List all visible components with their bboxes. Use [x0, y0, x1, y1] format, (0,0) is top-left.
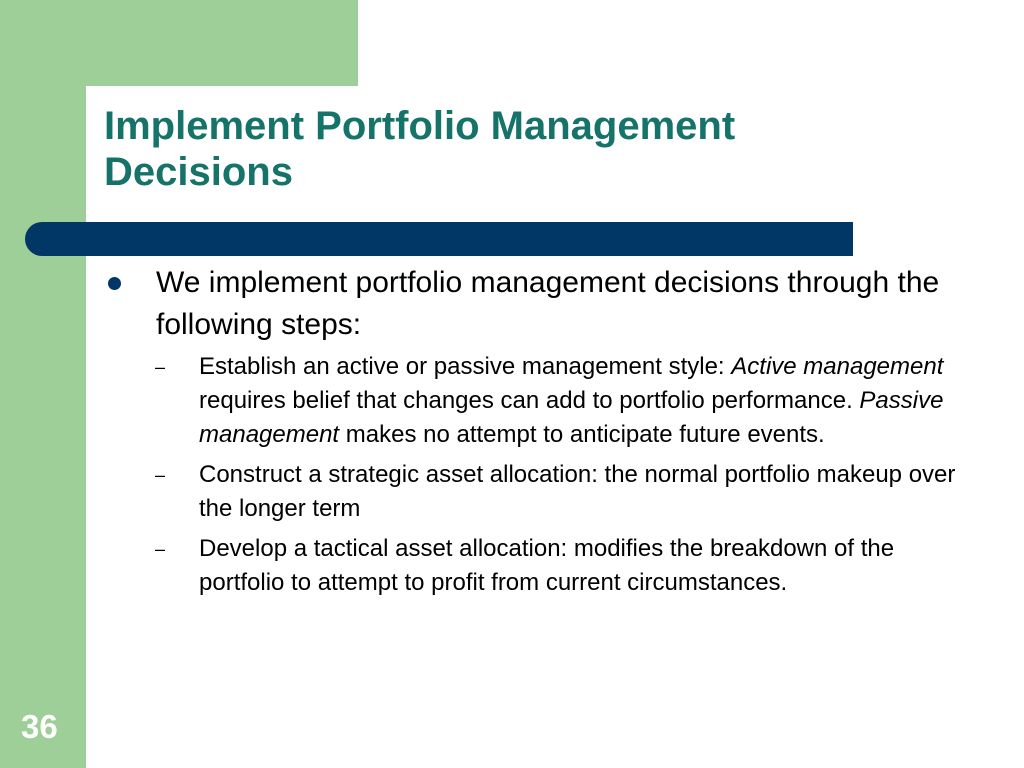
top-green-band [0, 0, 358, 86]
dash-icon: – [155, 465, 166, 485]
slide-title: Implement Portfolio Management Decisions [104, 104, 736, 194]
sub-bullet-text-part: makes no attempt to anticipate future events. [339, 421, 825, 448]
left-green-band [0, 0, 86, 768]
passive-management-term: Passive management [199, 387, 944, 448]
title-divider-bar [25, 222, 853, 256]
active-management-term: Active management [731, 353, 944, 380]
sub-bullet-tactical-allocation [104, 532, 964, 600]
slide-number: 36 [21, 708, 58, 745]
sub-bullet-text: Develop a tactical asset allocation: modifies the breakdown of the portfolio to attempt to profit from current circumstances. [199, 535, 895, 596]
sub-bullet-management-style [104, 350, 964, 452]
slide-content [104, 262, 964, 606]
sub-bullet-text-part: Establish an active or passive management style: [199, 353, 732, 380]
sub-bullet-strategic-allocation [104, 458, 964, 526]
main-bullet-text: We implement portfolio management decisions through the following steps: [156, 266, 940, 341]
main-bullet [104, 262, 964, 346]
dash-icon: – [155, 357, 166, 377]
dash-icon: – [155, 539, 166, 559]
bullet-dot-icon [108, 277, 121, 290]
sub-bullet-list [104, 350, 964, 600]
sub-bullet-text: Construct a strategic asset allocation: the normal portfolio makeup over the longer term [199, 461, 956, 522]
sub-bullet-text-part: requires belief that changes can add to portfolio performance. [199, 387, 860, 414]
